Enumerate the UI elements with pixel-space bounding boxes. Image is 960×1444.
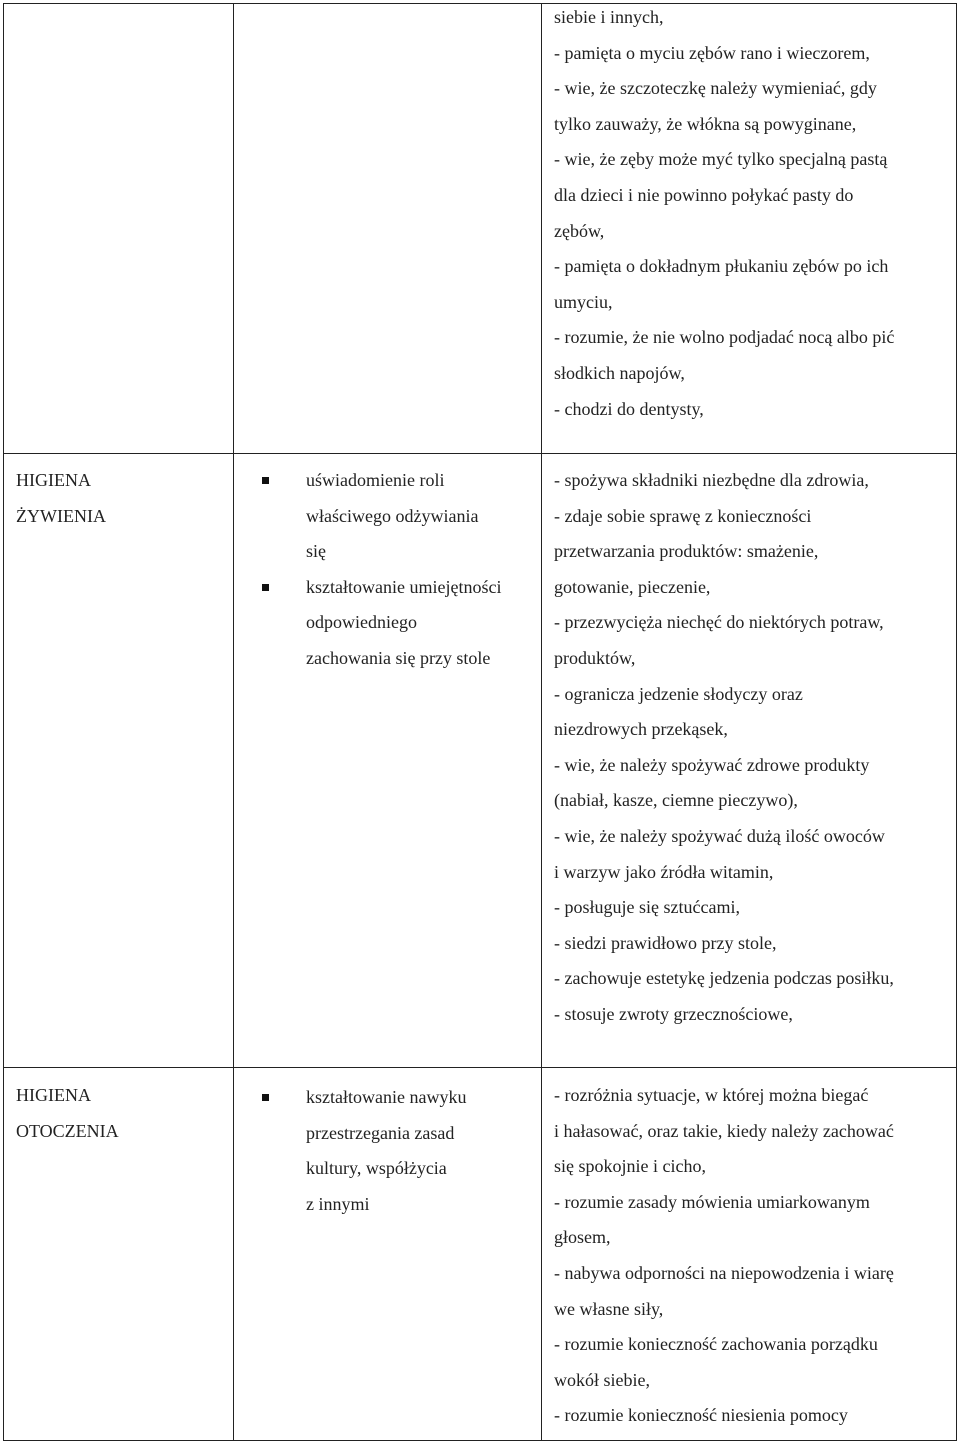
row1-outcomes [554, 0, 894, 427]
square-bullet-icon [262, 1094, 269, 1101]
goal-line: z innymi [306, 1193, 370, 1214]
row3-category [16, 1078, 119, 1149]
outcome-line: siebie i innych, [554, 7, 664, 27]
row3-goals [262, 1080, 466, 1222]
outcome-line: - rozróżnia sytuacje, w której można biegać [554, 1085, 869, 1105]
goal-line: uświadomienie roli [306, 470, 445, 490]
goal-line: kształtowanie nawyku [306, 1087, 467, 1107]
goal-line: przestrzegania zasad [306, 1122, 455, 1143]
goal-line: zachowania się przy stole [306, 647, 491, 668]
outcome-line: - zachowuje estetykę jedzenia podczas posiłku, [554, 968, 894, 989]
table-border-right [956, 3, 957, 1441]
outcome-line: - zdaje sobie sprawę z konieczności [554, 505, 812, 526]
goal-line: odpowiedniego [306, 612, 417, 633]
outcome-line: zębów, [554, 220, 605, 241]
row2-outcomes [554, 463, 894, 1033]
outcome-line: - przezwycięża niechęć do niektórych potraw, [554, 612, 884, 633]
outcome-line: - rozumie konieczność niesienia pomocy [554, 1405, 848, 1426]
goal-item [262, 463, 501, 570]
category-label: HIGIENA [16, 1085, 91, 1105]
outcome-line: - rozumie zasady mówienia umiarkowanym [554, 1191, 870, 1212]
category-label: OTOCZENIA [16, 1120, 119, 1141]
outcome-line: - chodzi do dentysty, [554, 398, 704, 419]
outcome-line: - nabywa odporności na niepowodzenia i wiarę [554, 1262, 894, 1283]
outcome-line: we własne siły, [554, 1298, 664, 1319]
row-divider-2 [3, 1067, 957, 1068]
goal-line: kształtowanie umiejętności [306, 576, 502, 597]
outcome-line: - pamięta o dokładnym płukaniu zębów po ich [554, 256, 889, 277]
outcome-line: i warzyw jako źródła witamin, [554, 861, 774, 882]
outcome-line: gotowanie, pieczenie, [554, 576, 711, 597]
outcome-line: dla dzieci i nie powinno połykać pasty do [554, 184, 854, 205]
square-bullet-icon [262, 477, 269, 484]
row-divider-1 [3, 453, 957, 454]
goal-line: kultury, współżycia [306, 1158, 447, 1179]
outcome-line: - wie, że szczoteczkę należy wymieniać, gdy [554, 78, 877, 99]
outcome-line: - stosuje zwroty grzecznościowe, [554, 1003, 793, 1024]
table-border-bottom [3, 1440, 957, 1441]
goal-item [262, 1080, 466, 1222]
row2-goals [262, 463, 501, 677]
outcome-line: - pamięta o myciu zębów rano i wieczorem, [554, 42, 870, 63]
row2-category [16, 463, 106, 534]
square-bullet-icon [262, 584, 269, 591]
outcome-line: - wie, że należy spożywać zdrowe produkty [554, 754, 870, 775]
outcome-line: - siedzi prawidłowo przy stole, [554, 932, 777, 953]
outcome-line: umyciu, [554, 291, 613, 312]
goal-line: właściwego odżywiania [306, 505, 479, 526]
column-divider-2 [541, 3, 542, 1441]
outcome-line: - wie, że należy spożywać dużą ilość owoców [554, 825, 885, 846]
outcome-line: - wie, że zęby może myć tylko specjalną pastą [554, 149, 888, 170]
outcome-line: słodkich napojów, [554, 362, 685, 383]
outcome-line: - ogranicza jedzenie słodyczy oraz [554, 683, 803, 704]
outcome-line: głosem, [554, 1227, 611, 1248]
category-label: ŻYWIENIA [16, 505, 106, 526]
outcome-line: - rozumie, że nie wolno podjadać nocą albo pić [554, 327, 895, 348]
goal-line: się [306, 541, 326, 562]
category-label: HIGIENA [16, 470, 91, 490]
outcome-line: tylko zauważy, że włókna są powyginane, [554, 113, 857, 134]
table-border-left [3, 3, 4, 1441]
outcome-line: produktów, [554, 647, 636, 668]
outcome-line: przetwarzania produktów: smażenie, [554, 541, 819, 562]
row3-outcomes [554, 1078, 894, 1434]
outcome-line: się spokojnie i cicho, [554, 1156, 706, 1177]
outcome-line: niezdrowych przekąsek, [554, 719, 728, 740]
outcome-line: - posługuje się sztućcami, [554, 897, 740, 918]
outcome-line: - spożywa składniki niezbędne dla zdrowia, [554, 470, 869, 490]
column-divider-1 [233, 3, 234, 1441]
goal-item [262, 570, 501, 677]
outcome-line: - rozumie konieczność zachowania porządku [554, 1334, 878, 1355]
outcome-line: i hałasować, oraz takie, kiedy należy zachować [554, 1120, 894, 1141]
outcome-line: (nabiał, kasze, ciemne pieczywo), [554, 790, 798, 811]
outcome-line: wokół siebie, [554, 1369, 650, 1390]
